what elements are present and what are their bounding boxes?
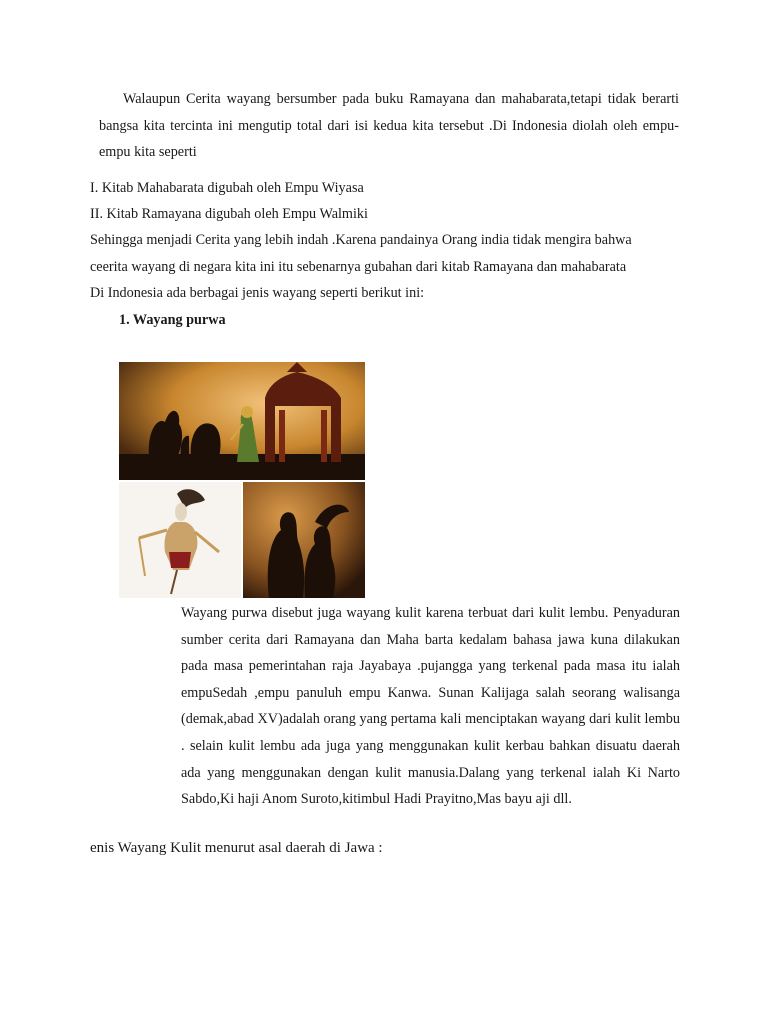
section-paragraph: Wayang purwa disebut juga wayang kulit karena terbuat dari kulit lembu. Penyaduran sumber cerita dari Ramayana dan Maha barta kedalam bahasa jawa kuna dilakukan pada masa pemerintahan raja Jayabaya .pujangga yang terkenal pada masa itu ialah empuSedah ,empu panuluh empu Kanwa. Sunan Kalijaga salah seorang walisanga (demak,abad XV)adalah orang yang pertama kali menciptakan wayang dari kulit lembu . selain kulit lembu ada juga yang menggunakan kulit kerbau bahkan disuatu daerah ada yang menggunakan dengan kulit manusia.Dalang yang terkenal ialah Ki Narto Sabdo,Ki haji Anom Suroto,kitimbul Hadi Prayitno,Mas bayu aji dll. — [181, 605, 680, 808]
bottom-left-panel-puppet — [119, 482, 241, 598]
footer-line: enis Wayang Kulit menurut asal daerah di Jawa : — [90, 840, 383, 856]
bottom-right-panel-shadow — [243, 482, 365, 598]
body-line-2: ceerita wayang di negara kita ini itu sebenarnya gubahan dari kitab Ramayana dan mahabarata — [90, 259, 627, 275]
wayang-photo-collage — [119, 362, 365, 598]
intro-text: Walaupun Cerita wayang bersumber pada buku Ramayana dan mahabarata,tetapi tidak berarti bangsa kita tercinta ini mengutip total dari isi kedua kita tersebut .Di Indonesia diolah oleh empu-empu kita seperti — [99, 91, 679, 160]
body-line-3: Di Indonesia ada berbagai jenis wayang seperti berikut ini: — [90, 285, 425, 301]
wayang-photo-illustration — [119, 362, 365, 598]
top-panel-shadow-scene — [119, 362, 365, 480]
body-line-1: Sehingga menjadi Cerita yang lebih indah .Karena pandainya Orang india tidak mengira bahwa — [90, 232, 632, 248]
list-item-1: I. Kitab Mahabarata digubah oleh Empu Wiyasa — [90, 180, 364, 196]
intro-paragraph — [99, 86, 679, 166]
section-heading: 1. Wayang purwa — [119, 312, 226, 328]
list-item-2: II. Kitab Ramayana digubah oleh Empu Walmiki — [90, 206, 368, 222]
